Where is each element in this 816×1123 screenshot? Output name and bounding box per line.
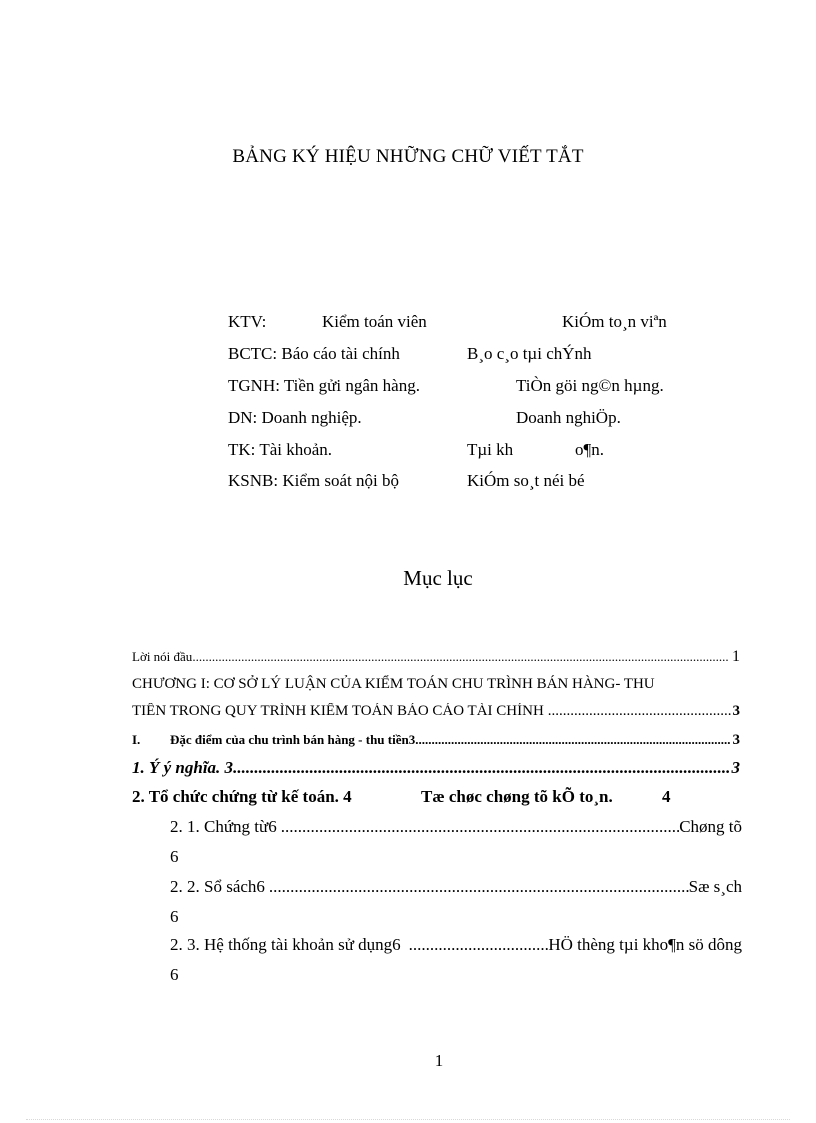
toc-entry-item2-2[interactable] (170, 877, 742, 897)
abbr-entry-dn: DN: Doanh nghiệp. (228, 408, 362, 427)
abbr-code-ktv: KTV: (228, 312, 267, 331)
toc-chapter1-line1[interactable] (132, 676, 740, 693)
toc-section-I-roman: I. (132, 732, 141, 747)
page-title: BẢNG KÝ HIỆU NHỮNG CHỮ VIẾT TẮT (232, 146, 584, 167)
toc-intro-label: Lời nói đầu (132, 649, 193, 664)
toc-leader (233, 758, 729, 778)
toc-item2-2-page: 6 (170, 907, 179, 926)
toc-item2-2-label: 2. 2. Sổ sách6 (170, 877, 265, 896)
toc-chapter1-line2[interactable] (132, 703, 740, 720)
abbr-legacy-ksnb: KiÓm so¸t néi bé (467, 471, 585, 490)
toc-entry-item1[interactable] (132, 758, 740, 778)
toc-leader (415, 732, 730, 748)
abbr-entry-bctc: BCTC: Báo cáo tài chính (228, 344, 400, 363)
abbr-entry-tk: TK: Tài khoản. (228, 440, 333, 459)
toc-item2-2-legacy: Sæ s¸ch (688, 877, 742, 896)
toc-item1-page: 3 (731, 758, 740, 777)
toc-section-I-page: 3 (732, 732, 740, 748)
page-number: 1 (434, 1051, 444, 1070)
toc-chapter1-title-line1: CHƯƠNG I: CƠ SỞ LÝ LUẬN CỦA KIỂM TOÁN CHU TRÌNH BÁN HÀNG- THU (132, 676, 655, 692)
toc-item2-label[interactable]: 2. Tổ chức chứng từ kế toán. 4 (132, 787, 352, 806)
abbr-legacy-tk-part2: o¶n. (575, 440, 604, 459)
abbr-legacy-ktv: KiÓm to¸n viªn (562, 312, 667, 331)
toc-item2-1-label: 2. 1. Chứng từ6 (170, 817, 277, 836)
toc-chapter1-page: 3 (732, 703, 740, 719)
toc-leader (192, 649, 728, 665)
toc-leader (409, 935, 549, 955)
toc-leader (269, 877, 689, 897)
toc-intro-page: 1 (732, 648, 740, 665)
toc-section-I-label: Đặc điểm của chu trình bán hàng - thu tiền3 (170, 732, 416, 747)
toc-leader (281, 817, 679, 837)
abbr-entry-tgnh: TGNH: Tiền gửi ngân hàng. (228, 376, 420, 395)
abbr-entry-ksnb: KSNB: Kiểm soát nội bộ (228, 471, 399, 490)
toc-item2-1-legacy: Chøng tõ (679, 817, 742, 836)
page-bottom-divider (26, 1119, 790, 1120)
abbr-legacy-dn: Doanh nghiÖp. (516, 408, 621, 427)
toc-entry-section-I[interactable] (132, 732, 740, 749)
toc-entry-item2-1[interactable] (170, 817, 742, 837)
toc-entry-intro[interactable] (132, 648, 740, 666)
toc-item2-page: 4 (662, 787, 671, 806)
toc-item1-label: 1. Ý ý nghĩa. 3 (132, 758, 234, 777)
toc-item2-3-page: 6 (170, 965, 179, 984)
abbr-legacy-tk-part1: Tµi kh (467, 440, 514, 459)
toc-chapter1-title-line2: TIỀN TRONG QUY TRÌNH KIỂM TOÁN BÁO CÁO TÀI CHÍNH (132, 703, 544, 719)
toc-item2-1-page: 6 (170, 847, 179, 866)
toc-item2-3-label: 2. 3. Hệ thống tài khoản sử dụng6 (170, 935, 401, 954)
toc-leader (548, 703, 731, 720)
toc-item2-3-legacy: HÖ thèng tµi kho¶n sö dông (548, 935, 742, 954)
abbr-legacy-tgnh: TiÒn göi ng©n hµng. (516, 376, 664, 395)
abbr-legacy-bctc: B¸o c¸o tµi chÝnh (467, 344, 592, 363)
toc-entry-item2-3[interactable] (170, 935, 742, 955)
toc-item2-legacy: Tæ chøc chøng tõ kÕ to¸n. (421, 787, 613, 806)
toc-title: Mục lục (403, 566, 473, 590)
abbr-meaning-ktv: Kiểm toán viên (322, 312, 427, 331)
